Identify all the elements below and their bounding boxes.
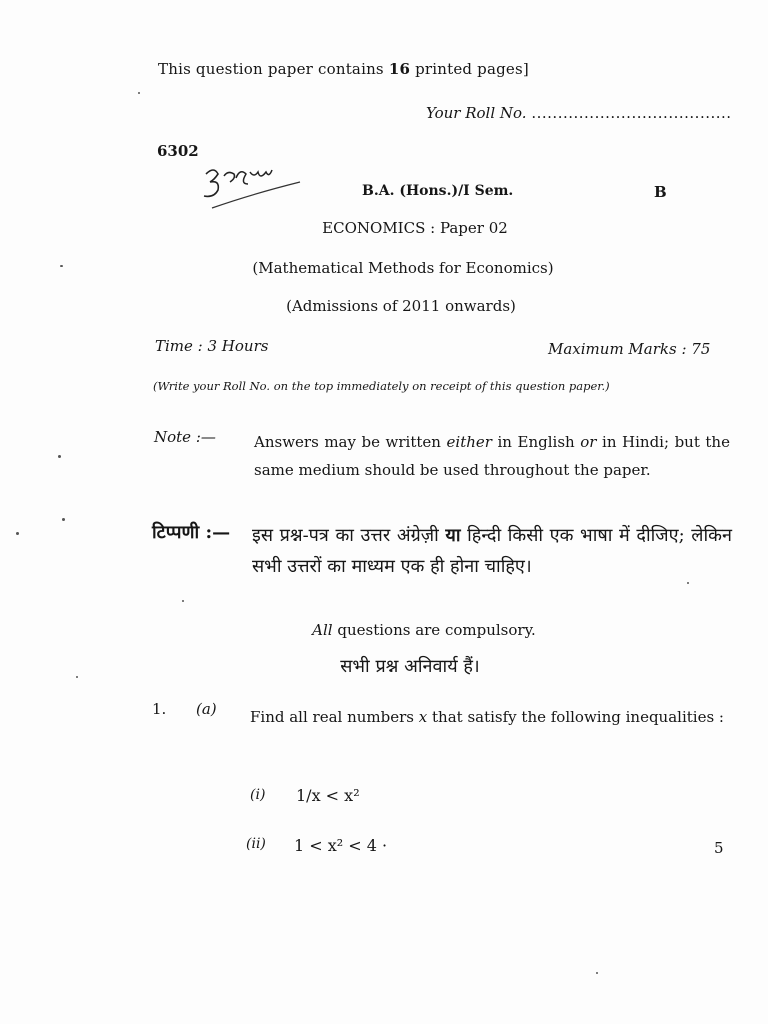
question-marks: 5 bbox=[714, 839, 724, 857]
exam-time: Time : 3 Hours bbox=[155, 337, 269, 355]
page-count-number: 16 bbox=[388, 60, 411, 78]
scan-speck bbox=[182, 600, 184, 602]
scan-speck bbox=[16, 532, 19, 535]
question-number: 1. bbox=[152, 700, 167, 718]
question-text-part-2: that satisfy the following inequalities : bbox=[432, 708, 724, 726]
question-text bbox=[250, 700, 728, 734]
note-either: either bbox=[446, 433, 492, 451]
compulsory-all: All bbox=[312, 621, 333, 639]
page-count-suffix: printed pages] bbox=[415, 60, 529, 78]
scan-speck bbox=[76, 676, 78, 678]
hindi-note-text bbox=[252, 520, 732, 582]
note-text-part-3: in Hindi; but the same medium should be used throughout the paper. bbox=[254, 433, 730, 479]
note-text bbox=[254, 428, 730, 484]
course-name: B.A. (Hons.)/I Sem. bbox=[362, 183, 514, 199]
subject-title: ECONOMICS : Paper 02 bbox=[322, 219, 508, 237]
scan-speck bbox=[58, 455, 61, 458]
question-text-part-1: Find all real numbers bbox=[250, 708, 414, 726]
set-letter: B bbox=[654, 183, 667, 201]
scan-speck bbox=[62, 518, 65, 521]
question-part: (a) bbox=[196, 700, 217, 718]
handwritten-mark-icon bbox=[196, 158, 306, 213]
sub-item-expression: 1/x < x² bbox=[296, 786, 360, 805]
scan-speck bbox=[60, 265, 63, 267]
question-variable: x bbox=[418, 708, 428, 726]
compulsory-line-hindi: सभी प्रश्न अनिवार्य हैं। bbox=[340, 656, 480, 677]
roll-number-blank: ...................................... bbox=[531, 104, 732, 122]
roll-number-label: Your Roll No. bbox=[426, 104, 527, 122]
scan-speck bbox=[687, 582, 689, 584]
sub-item-label: (ii) bbox=[246, 836, 266, 852]
page-count-line bbox=[158, 60, 529, 78]
note-label: Note :— bbox=[154, 428, 216, 446]
sub-item-expression: 1 < x² < 4 · bbox=[294, 836, 388, 855]
paper-title: (Mathematical Methods for Economics) bbox=[252, 259, 554, 277]
hindi-note-part-2: हिन्दी किसी एक भाषा में दीजिए; लेकिन सभी उत्तरों का माध्यम एक ही होना चाहिए। bbox=[252, 525, 732, 577]
hindi-note-ya: या bbox=[445, 525, 461, 546]
note-text-part-2: in English bbox=[497, 433, 575, 451]
sub-item-label: (i) bbox=[250, 787, 266, 803]
page-count-prefix: This question paper contains bbox=[158, 60, 384, 78]
scan-speck bbox=[138, 92, 140, 94]
paper-code: 6302 bbox=[157, 142, 199, 160]
note-text-part-1: Answers may be written bbox=[254, 433, 441, 451]
hindi-note-part-1: इस प्रश्न-पत्र का उत्तर अंग्रेज़ी bbox=[252, 525, 439, 546]
scan-speck bbox=[596, 972, 598, 974]
roll-number-line bbox=[426, 104, 732, 122]
maximum-marks: Maximum Marks : 75 bbox=[548, 340, 711, 358]
hindi-note-label: टिप्पणी :— bbox=[152, 522, 231, 543]
admissions-info: (Admissions of 2011 onwards) bbox=[286, 297, 516, 315]
compulsory-line bbox=[40, 621, 768, 639]
note-or: or bbox=[580, 433, 597, 451]
roll-instruction: (Write your Roll No. on the top immediately on receipt of this question paper.) bbox=[153, 379, 610, 393]
compulsory-rest: questions are compulsory. bbox=[337, 621, 536, 639]
